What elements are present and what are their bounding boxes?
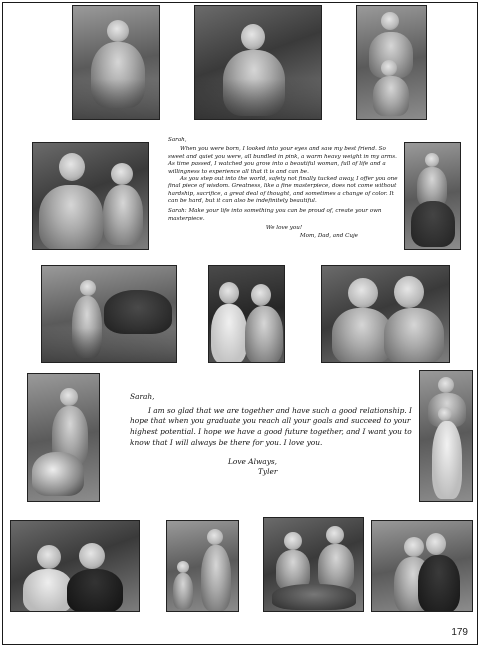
photo-couple-by-car (371, 520, 473, 612)
photo-with-horse (41, 265, 177, 363)
letter-body: I am so glad that we are together and have such a good relationship. I hope that when you graduate you reach all your goals and succeed to your highest potential. I hope we have a good future together, and I want you to know that I will always be there for you. I love you. (130, 405, 412, 447)
photo-couple-formal (208, 265, 285, 363)
letter-paragraph: When you were born, I looked into your eyes and saw my best friend. So sweet and quiet you were, all bundled in pink, a warm heavy weight in my arms. As time passed, I watched you grow into a beautiful woman, full of life and a willingness to experience all that it is and can be. (168, 146, 397, 175)
photo-with-grandparents (356, 5, 427, 120)
photo-teen-with-dog (194, 5, 322, 120)
photo-with-deer (263, 517, 364, 612)
photo-man-holding-child (32, 142, 149, 250)
photo-girl-with-dog (27, 373, 100, 502)
photo-with-grandmother (321, 265, 450, 363)
page-number: 179 (451, 627, 468, 638)
tyler-letter (130, 392, 412, 478)
letter-signature: Tyler (258, 467, 278, 477)
letter-closing: Love Always, (228, 456, 278, 466)
letter-paragraph: As you step out into the world, safety not finally tucked away, I offer you one final piece of wisdom. Greatness, like a fine masterpiece, does not come without hardship, sacrifice, a great deal of thought, and sometimes a change of color. It can be hard, but it can also be indefinitely beautiful. (168, 175, 398, 204)
letter-signature: Mom, Dad, and Cuje (299, 232, 358, 239)
letter-closing: We love you! (265, 225, 303, 232)
photo-girl-in-dress (72, 5, 160, 120)
photo-couple-boat (10, 520, 140, 612)
photo-girl-on-horse (404, 142, 461, 250)
letter-greeting: Sarah, (168, 137, 187, 143)
photo-man-and-child (166, 520, 239, 612)
parents-letter (168, 137, 400, 240)
photo-couple-standing (419, 370, 473, 502)
letter-paragraph: Sarah: Make your life into something you can be proud of, create your own masterpiece. (168, 208, 382, 222)
letter-greeting: Sarah, (130, 392, 155, 401)
